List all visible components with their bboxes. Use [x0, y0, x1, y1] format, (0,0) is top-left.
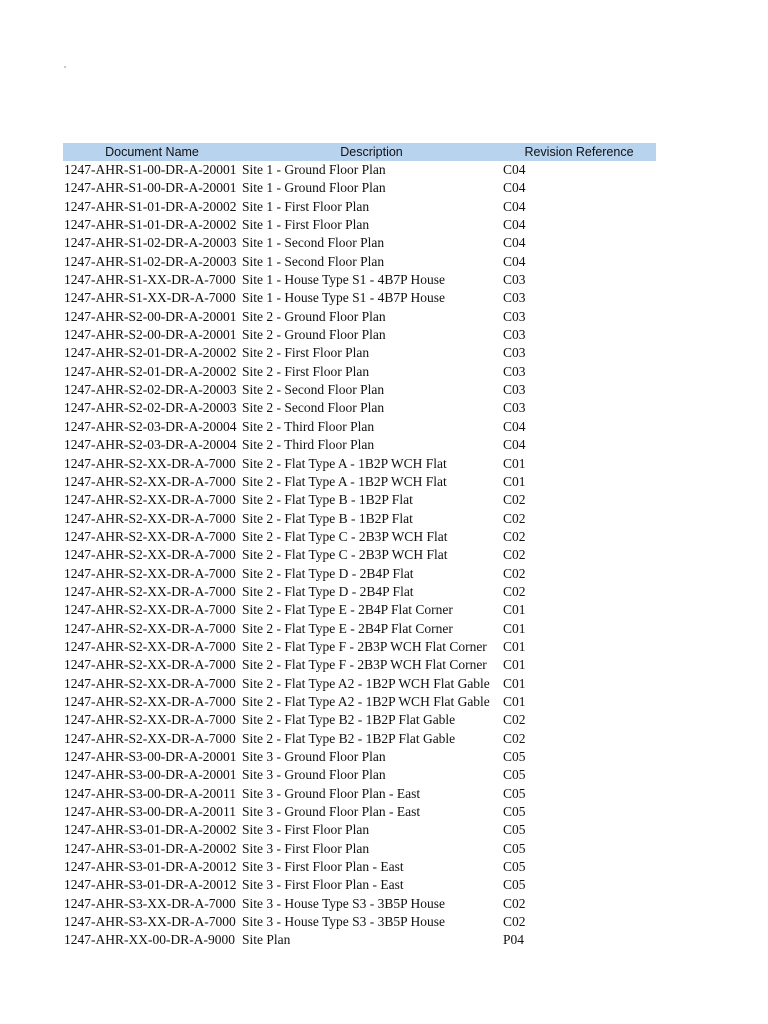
- table-row: [63, 546, 656, 564]
- cell-revision-reference[interactable]: C02: [503, 583, 526, 599]
- cell-document-name[interactable]: 1247-AHR-S2-XX-DR-A-7000: [64, 510, 236, 526]
- cell-description[interactable]: Site 3 - Ground Floor Plan: [242, 749, 386, 764]
- table-row: [63, 858, 656, 876]
- cell-description[interactable]: Site 3 - House Type S3 - 3B5P House: [242, 914, 446, 930]
- table-row: [63, 656, 656, 674]
- cell-description[interactable]: Site 1 - Second Floor Plan: [242, 235, 385, 251]
- table-row: [63, 876, 656, 894]
- table-row: [63, 803, 656, 821]
- cell-document-name[interactable]: 1247-AHR-S2-XX-DR-A-7000: [64, 638, 236, 654]
- table-row: [63, 675, 656, 693]
- cell-revision-reference[interactable]: C05: [503, 804, 526, 820]
- cell-description[interactable]: Site 2 - First Floor Plan: [242, 345, 370, 361]
- cell-revision-reference[interactable]: C03: [503, 327, 526, 343]
- drawing-register-table: [63, 143, 656, 950]
- table-row: [63, 931, 656, 949]
- cell-description[interactable]: Site 2 - Flat Type A - 1B2P WCH Flat: [242, 455, 447, 471]
- cell-description[interactable]: Site 2 - Flat Type E - 2B4P Flat Corner: [242, 602, 453, 618]
- table-row: [63, 693, 656, 711]
- table-row: [63, 601, 656, 619]
- cell-description[interactable]: Site 2 - Flat Type B - 1B2P Flat: [242, 492, 413, 508]
- cell-revision-reference[interactable]: C01: [503, 657, 526, 673]
- cell-document-name[interactable]: 1247-AHR-S3-XX-DR-A-7000: [64, 914, 236, 930]
- cell-revision-reference[interactable]: C02: [503, 528, 526, 544]
- table-row: [63, 326, 656, 344]
- cell-description[interactable]: Site 3 - First Floor Plan: [242, 840, 370, 856]
- cell-revision-reference[interactable]: C03: [503, 345, 526, 361]
- cell-document-name[interactable]: 1247-AHR-S3-XX-DR-A-7000: [64, 895, 236, 911]
- cell-document-name[interactable]: 1247-AHR-S2-02-DR-A-20003: [64, 400, 237, 416]
- table-row: [63, 363, 656, 381]
- cell-document-name[interactable]: 1247-AHR-XX-00-DR-A-9000: [64, 932, 235, 948]
- cell-description[interactable]: Site 3 - Ground Floor Plan - East: [242, 785, 421, 801]
- table-row: [63, 510, 656, 528]
- cell-description[interactable]: Site 2 - Flat Type C - 2B3P WCH Flat: [242, 547, 448, 563]
- cell-revision-reference[interactable]: C04: [503, 217, 526, 233]
- header-description[interactable]: Description: [340, 145, 403, 159]
- cell-document-name[interactable]: 1247-AHR-S2-XX-DR-A-7000: [64, 583, 236, 599]
- cell-document-name[interactable]: 1247-AHR-S2-XX-DR-A-7000: [64, 528, 236, 544]
- cell-revision-reference[interactable]: C04: [503, 162, 526, 177]
- cell-revision-reference[interactable]: C01: [503, 620, 526, 636]
- cell-revision-reference[interactable]: C04: [503, 253, 526, 269]
- cell-revision-reference[interactable]: C01: [503, 602, 526, 618]
- cell-revision-reference[interactable]: C01: [503, 473, 526, 489]
- cell-description[interactable]: Site 3 - First Floor Plan - East: [242, 859, 404, 875]
- cell-document-name[interactable]: 1247-AHR-S2-00-DR-A-20001: [64, 308, 237, 324]
- table-row: [63, 308, 656, 326]
- cell-description[interactable]: Site 2 - Flat Type B2 - 1B2P Flat Gable: [242, 712, 456, 728]
- cell-revision-reference[interactable]: C05: [503, 859, 526, 875]
- cell-revision-reference[interactable]: P04: [503, 932, 525, 948]
- table-row: [63, 913, 656, 931]
- cell-revision-reference[interactable]: C03: [503, 363, 526, 379]
- table-row: [63, 234, 656, 252]
- cell-document-name[interactable]: 1247-AHR-S3-00-DR-A-20001: [64, 749, 237, 764]
- table-row: [63, 473, 656, 491]
- table-row: [63, 436, 656, 454]
- cell-revision-reference[interactable]: C03: [503, 308, 526, 324]
- cell-revision-reference[interactable]: C02: [503, 510, 526, 526]
- cell-revision-reference[interactable]: C05: [503, 767, 526, 783]
- table-row: [63, 730, 656, 748]
- cell-revision-reference[interactable]: C05: [503, 749, 526, 764]
- table-body: [63, 161, 656, 950]
- cell-document-name[interactable]: 1247-AHR-S2-XX-DR-A-7000: [64, 455, 236, 471]
- cell-document-name[interactable]: 1247-AHR-S1-00-DR-A-20001: [64, 180, 237, 196]
- cell-document-name[interactable]: 1247-AHR-S1-XX-DR-A-7000: [64, 290, 236, 306]
- cell-description[interactable]: Site 3 - Ground Floor Plan - East: [242, 804, 421, 820]
- cell-document-name[interactable]: 1247-AHR-S1-01-DR-A-20002: [64, 217, 237, 233]
- table-row: [63, 766, 656, 784]
- cell-description[interactable]: Site 2 - Flat Type F - 2B3P WCH Flat Corner: [242, 657, 487, 673]
- cell-description[interactable]: Site 2 - Flat Type D - 2B4P Flat: [242, 583, 414, 599]
- table-row: [63, 344, 656, 362]
- cell-description[interactable]: Site 3 - House Type S3 - 3B5P House: [242, 895, 446, 911]
- cell-document-name[interactable]: 1247-AHR-S2-XX-DR-A-7000: [64, 675, 236, 691]
- cell-revision-reference[interactable]: C04: [503, 437, 526, 453]
- cell-revision-reference[interactable]: C02: [503, 730, 526, 746]
- cell-description[interactable]: Site 2 - Flat Type A2 - 1B2P WCH Flat Gable: [242, 693, 490, 709]
- cell-document-name[interactable]: 1247-AHR-S2-02-DR-A-20003: [64, 382, 237, 398]
- cell-document-name[interactable]: 1247-AHR-S2-XX-DR-A-7000: [64, 547, 236, 563]
- table-row: [63, 399, 656, 417]
- cell-revision-reference[interactable]: C04: [503, 198, 526, 214]
- cell-document-name[interactable]: 1247-AHR-S1-XX-DR-A-7000: [64, 272, 236, 288]
- cell-document-name[interactable]: 1247-AHR-S3-00-DR-A-20011: [64, 785, 236, 801]
- cell-revision-reference[interactable]: C05: [503, 785, 526, 801]
- cell-description[interactable]: Site Plan: [242, 932, 291, 948]
- cell-description[interactable]: Site 2 - Second Floor Plan: [242, 400, 385, 416]
- cell-revision-reference[interactable]: C01: [503, 693, 526, 709]
- table-row: [63, 271, 656, 289]
- table-row: [63, 198, 656, 216]
- cell-description[interactable]: Site 2 - Flat Type B2 - 1B2P Flat Gable: [242, 730, 456, 746]
- cell-document-name[interactable]: 1247-AHR-S1-01-DR-A-20002: [64, 198, 237, 214]
- cell-revision-reference[interactable]: C04: [503, 235, 526, 251]
- cell-description[interactable]: Site 1 - Ground Floor Plan: [242, 162, 386, 177]
- cell-description[interactable]: Site 3 - First Floor Plan: [242, 822, 370, 838]
- table-row: [63, 638, 656, 656]
- table-row: [63, 748, 656, 766]
- cell-document-name[interactable]: 1247-AHR-S2-01-DR-A-20002: [64, 345, 237, 361]
- cell-description[interactable]: Site 2 - Flat Type B - 1B2P Flat: [242, 510, 413, 526]
- cell-revision-reference[interactable]: C03: [503, 290, 526, 306]
- cell-description[interactable]: Site 2 - Third Floor Plan: [242, 418, 375, 434]
- cell-description[interactable]: Site 2 - Second Floor Plan: [242, 382, 385, 398]
- cell-description[interactable]: Site 2 - Flat Type E - 2B4P Flat Corner: [242, 620, 453, 636]
- cell-document-name[interactable]: 1247-AHR-S2-XX-DR-A-7000: [64, 473, 236, 489]
- table-row: [63, 455, 656, 473]
- cell-document-name[interactable]: 1247-AHR-S2-XX-DR-A-7000: [64, 602, 236, 618]
- cell-document-name[interactable]: 1247-AHR-S2-00-DR-A-20001: [64, 327, 237, 343]
- table-row: [63, 620, 656, 638]
- cell-revision-reference[interactable]: C02: [503, 712, 526, 728]
- cell-document-name[interactable]: 1247-AHR-S2-XX-DR-A-7000: [64, 693, 236, 709]
- cell-description[interactable]: Site 2 - Ground Floor Plan: [242, 327, 386, 343]
- table-row: [63, 711, 656, 729]
- cell-revision-reference[interactable]: C02: [503, 547, 526, 563]
- table-row: [63, 528, 656, 546]
- cell-document-name[interactable]: 1247-AHR-S2-XX-DR-A-7000: [64, 657, 236, 673]
- cell-document-name[interactable]: 1247-AHR-S1-00-DR-A-20001: [64, 162, 237, 177]
- cell-description[interactable]: Site 2 - Flat Type A2 - 1B2P WCH Flat Gable: [242, 675, 490, 691]
- cell-description[interactable]: Site 2 - Flat Type A - 1B2P WCH Flat: [242, 473, 447, 489]
- cell-revision-reference[interactable]: C01: [503, 675, 526, 691]
- cell-document-name[interactable]: 1247-AHR-S2-XX-DR-A-7000: [64, 712, 236, 728]
- table-row: [63, 785, 656, 803]
- cell-document-name[interactable]: 1247-AHR-S2-01-DR-A-20002: [64, 363, 237, 379]
- cell-document-name[interactable]: 1247-AHR-S3-00-DR-A-20011: [64, 804, 236, 820]
- cell-document-name[interactable]: 1247-AHR-S2-XX-DR-A-7000: [64, 620, 236, 636]
- table-row: [63, 821, 656, 839]
- table-row: [63, 583, 656, 601]
- cell-description[interactable]: Site 1 - House Type S1 - 4B7P House: [242, 272, 446, 288]
- cell-revision-reference[interactable]: C03: [503, 382, 526, 398]
- cell-description[interactable]: Site 1 - Ground Floor Plan: [242, 180, 386, 196]
- cell-document-name[interactable]: 1247-AHR-S2-XX-DR-A-7000: [64, 730, 236, 746]
- cell-document-name[interactable]: 1247-AHR-S3-01-DR-A-20002: [64, 822, 237, 838]
- cell-document-name[interactable]: 1247-AHR-S3-00-DR-A-20001: [64, 767, 237, 783]
- cell-document-name[interactable]: 1247-AHR-S1-02-DR-A-20003: [64, 253, 237, 269]
- table-row: [63, 381, 656, 399]
- cell-revision-reference[interactable]: C02: [503, 895, 526, 911]
- header-document-name[interactable]: Document Name: [105, 145, 199, 159]
- cell-revision-reference[interactable]: C05: [503, 877, 526, 893]
- cell-revision-reference[interactable]: C03: [503, 400, 526, 416]
- cell-description[interactable]: Site 2 - Flat Type F - 2B3P WCH Flat Corner: [242, 638, 487, 654]
- table-row: [63, 179, 656, 197]
- cell-description[interactable]: Site 1 - First Floor Plan: [242, 217, 370, 233]
- cell-document-name[interactable]: 1247-AHR-S2-XX-DR-A-7000: [64, 565, 236, 581]
- table-row: [63, 161, 656, 179]
- cell-document-name[interactable]: 1247-AHR-S1-02-DR-A-20003: [64, 235, 237, 251]
- table-row: [63, 418, 656, 436]
- cell-description[interactable]: Site 2 - Third Floor Plan: [242, 437, 375, 453]
- cell-description[interactable]: Site 1 - Second Floor Plan: [242, 253, 385, 269]
- cell-document-name[interactable]: 1247-AHR-S2-XX-DR-A-7000: [64, 492, 236, 508]
- cell-document-name[interactable]: 1247-AHR-S3-01-DR-A-20012: [64, 877, 237, 893]
- cell-description[interactable]: Site 1 - First Floor Plan: [242, 198, 370, 214]
- cell-description[interactable]: Site 2 - First Floor Plan: [242, 363, 370, 379]
- cell-description[interactable]: Site 3 - Ground Floor Plan: [242, 767, 386, 783]
- cell-revision-reference[interactable]: C01: [503, 455, 526, 471]
- table-row: [63, 565, 656, 583]
- cell-revision-reference[interactable]: C02: [503, 492, 526, 508]
- cell-document-name[interactable]: 1247-AHR-S2-03-DR-A-20004: [64, 418, 237, 434]
- cell-document-name[interactable]: 1247-AHR-S3-01-DR-A-20002: [64, 840, 237, 856]
- cell-revision-reference[interactable]: C05: [503, 822, 526, 838]
- cell-description[interactable]: Site 1 - House Type S1 - 4B7P House: [242, 290, 446, 306]
- cell-document-name[interactable]: 1247-AHR-S2-03-DR-A-20004: [64, 437, 237, 453]
- cell-revision-reference[interactable]: C04: [503, 180, 526, 196]
- table-row: [63, 253, 656, 271]
- cell-document-name[interactable]: 1247-AHR-S3-01-DR-A-20012: [64, 859, 237, 875]
- table-header-row: [63, 143, 656, 161]
- cell-revision-reference[interactable]: C01: [503, 638, 526, 654]
- header-revision-reference[interactable]: Revision Reference: [524, 145, 634, 159]
- table-row: [63, 895, 656, 913]
- table-row: [63, 840, 656, 858]
- cell-description[interactable]: Site 3 - First Floor Plan - East: [242, 877, 404, 893]
- cell-description[interactable]: Site 2 - Flat Type D - 2B4P Flat: [242, 565, 414, 581]
- cell-revision-reference[interactable]: C05: [503, 840, 526, 856]
- cell-revision-reference[interactable]: C04: [503, 418, 526, 434]
- stray-mark: [64, 66, 66, 68]
- cell-revision-reference[interactable]: C03: [503, 272, 526, 288]
- table-row: [63, 216, 656, 234]
- cell-revision-reference[interactable]: C02: [503, 914, 526, 930]
- table-row: [63, 289, 656, 307]
- cell-description[interactable]: Site 2 - Flat Type C - 2B3P WCH Flat: [242, 528, 448, 544]
- cell-description[interactable]: Site 2 - Ground Floor Plan: [242, 308, 386, 324]
- table-row: [63, 491, 656, 509]
- cell-revision-reference[interactable]: C02: [503, 565, 526, 581]
